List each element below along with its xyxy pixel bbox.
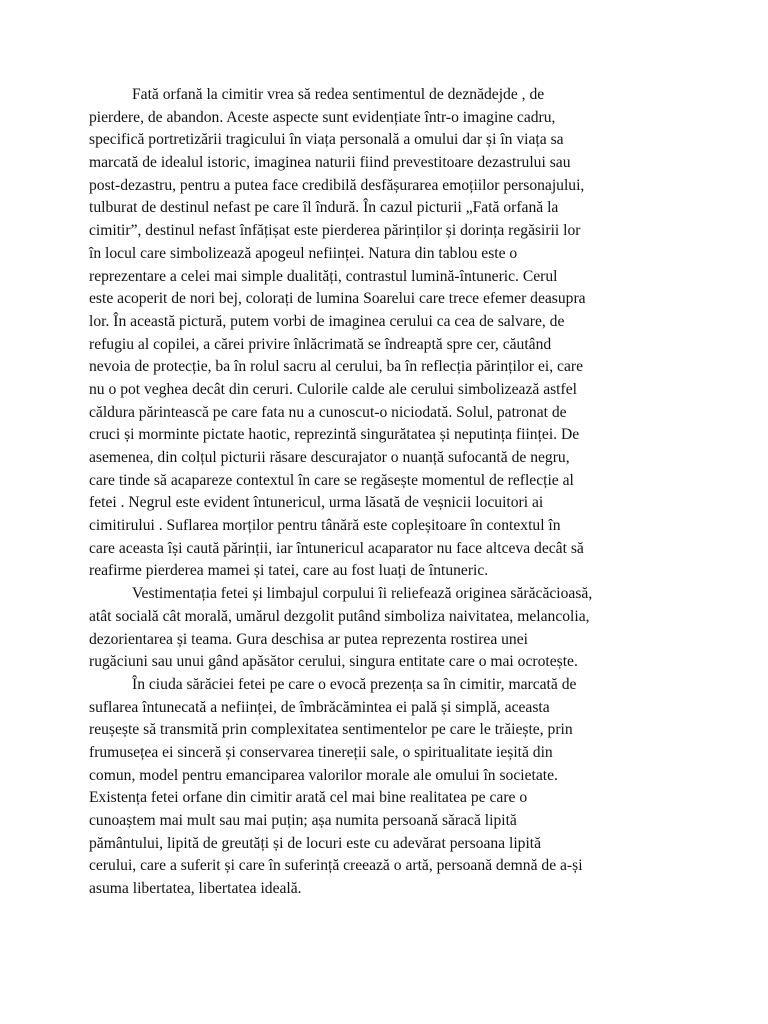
paragraph-2-line-1: Vestimentația fetei și limbajul corpului îi reliefează originea sărăcăcioasă,: [132, 585, 593, 603]
paragraph-3-line-1: În ciuda sărăciei fetei pe care o evocă prezența sa în cimitir, marcată de: [132, 675, 577, 693]
paragraph-1-line-5: post-dezastru, pentru a putea face credibilă desfășurarea emoțiilor personajului,: [89, 176, 585, 194]
paragraph-1-line-12: refugiu al copilei, a cărei privire înlăcrimată se îndreaptă spre cer, căutând: [89, 335, 552, 353]
paragraph-1-line-13: nevoia de protecție, ba în rolul sacru al cerului, ba în reflecția părinților ei, care: [89, 358, 584, 376]
paragraph-1-line-17: asemenea, din colțul picturii răsare descurajator o nuanță sufocantă de negru,: [89, 449, 570, 466]
paragraph-3-line-3: reușește să transmită prin complexitatea sentimentelor pe care le trăiește, prin: [89, 721, 573, 739]
paragraph-3-line-5: comun, model pentru emanciparea valorilor morale ale omului în societate.: [89, 766, 558, 784]
paragraph-2-line-3: dezorientarea și teama. Gura deschisa ar putea reprezenta rostirea unei: [89, 630, 528, 648]
paragraph-1-line-22: reafirme pierderea mamei și tatei, care au fost luați de întuneric.: [89, 562, 489, 580]
paragraph-1-line-15: căldura părintească pe care fata nu a cunoscut-o niciodată. Solul, patronat de: [89, 403, 567, 421]
paragraph-3-line-8: pământului, lipită de greutăți și de locuri este cu adevărat persoana lipită: [89, 834, 542, 852]
paragraph-3-line-10: asuma libertatea, libertatea ideală.: [89, 880, 302, 898]
paragraph-1-line-10: este acoperit de nori bej, colorați de lumina Soarelui care trece efemer deasupra: [89, 290, 586, 308]
paragraph-3-line-9: cerului, care a suferit și care în suferință creează o artă, persoană demnă de a-și: [89, 857, 583, 875]
paragraph-1-line-11: lor. În această pictură, putem vorbi de imaginea cerului ca cea de salvare, de: [89, 312, 565, 330]
paragraph-1-line-4: marcată de idealul istoric, imaginea naturii fiind prevestitoare dezastrului sau: [89, 154, 571, 172]
paragraph-1-line-19: fetei . Negrul este evident întunericul, urma lăsată de veșnicii locuitori ai: [89, 494, 544, 512]
paragraph-1-line-6: tulburat de destinul nefast pe care îl îndură. În cazul picturii „Fată orfană la: [89, 199, 559, 217]
paragraph-1-line-14: nu o pot veghea decât din ceruri. Culorile calde ale cerului simbolizează astfel: [89, 380, 577, 398]
paragraph-1-line-18: care tinde să acapareze contextul în care se regăsește momentul de reflecție al: [89, 471, 574, 489]
paragraph-3-line-4: frumusețea ei sinceră și conservarea tinereții sale, o spiritualitate ieșită din: [89, 743, 553, 761]
paragraph-2-line-2: atât socială cât morală, umărul dezgolit putând simboliza naivitatea, melancolia,: [89, 607, 590, 625]
paragraph-1-line-7: cimitir”, destinul nefast înfățișat este pierderea părinților și dorința regăsirii lor: [89, 222, 581, 240]
paragraph-1-line-20: cimitirului . Suflarea morților pentru tânără este copleșitoare în contextul în: [89, 517, 561, 535]
paragraph-3-line-7: cunoaștem mai mult sau mai puțin; așa numita persoană săracă lipită: [89, 812, 517, 829]
paragraph-1-line-9: reprezentare a celei mai simple dualități, contrastul lumină-întuneric. Cerul: [89, 267, 558, 285]
paragraph-1-line-2: pierdere, de abandon. Aceste aspecte sunt evidențiate într-o imagine cadru,: [89, 108, 556, 126]
paragraph-1-line-21: care aceasta își caută părinții, iar întunericul acaparator nu face altceva decât să: [89, 539, 584, 557]
paragraph-2-line-4: rugăciuni sau unui gând apăsător cerului, singura entitate care o mai ocrotește.: [89, 653, 578, 671]
essay-text: [89, 84, 679, 901]
paragraph-1-line-1: Fată orfană la cimitir vrea să redea sentimentul de deznădejde , de: [132, 86, 545, 103]
paragraph-3-line-2: suflarea întunecată a neființei, de îmbrăcămintea ei pală și simplă, aceasta: [89, 698, 550, 716]
paragraph-1-line-8: în locul care simbolizează apogeul neființei. Natura din tablou este o: [89, 244, 518, 262]
paragraph-3-line-6: Existența fetei orfane din cimitir arată cel mai bine realitatea pe care o: [89, 789, 528, 807]
paragraph-1-line-16: cruci și morminte pictate haotic, reprezintă singurătatea și neputința ființei. De: [89, 426, 580, 444]
paragraph-1-line-3: specifică portretizării tragicului în viața personală a omului dar și în viața sa: [89, 131, 564, 149]
